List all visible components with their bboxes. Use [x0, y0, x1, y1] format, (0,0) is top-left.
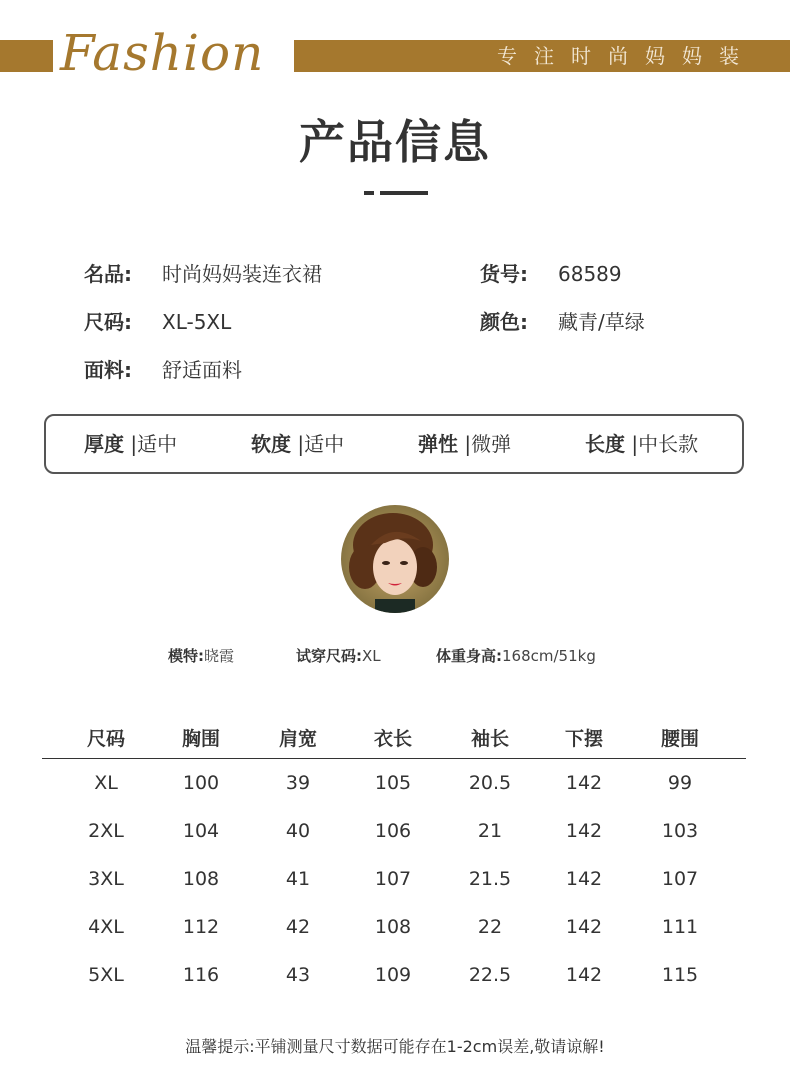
attribute-label: 厚度 — [84, 432, 124, 456]
attribute-separator: | — [130, 432, 138, 456]
table-cell: 5XL — [88, 964, 124, 986]
table-cell: 43 — [285, 964, 311, 986]
table-cell: 116 — [182, 964, 220, 986]
header-band-left — [0, 40, 53, 72]
table-cell: 4XL — [88, 916, 124, 938]
model-body-label: 体重身高: — [436, 647, 502, 665]
attribute-separator: | — [297, 432, 305, 456]
title-decoration-long — [380, 191, 428, 195]
table-cell: 142 — [565, 916, 603, 938]
size-note: 温馨提示:平铺测量尺寸数据可能存在1-2cm误差,敬请谅解! — [185, 1037, 605, 1056]
attribute-elasticity — [418, 430, 511, 458]
model-name-label: 模特: — [168, 647, 204, 665]
header-slogan: 专注时尚妈妈装 — [497, 44, 756, 68]
fabric-label: 面料: — [84, 358, 132, 382]
table-cell: 107 — [661, 868, 699, 890]
table-cell: 103 — [661, 820, 699, 842]
table-cell: 111 — [661, 916, 699, 938]
table-cell: 142 — [565, 964, 603, 986]
sku-value: 68589 — [558, 262, 622, 286]
attribute-length — [585, 430, 698, 458]
table-header-length: 衣长 — [373, 728, 412, 750]
model-trial-label: 试穿尺码: — [296, 647, 362, 665]
size-value: XL-5XL — [162, 310, 232, 334]
attribute-separator: | — [631, 432, 639, 456]
table-cell: 142 — [565, 868, 603, 890]
table-header-waist: 腰围 — [660, 728, 699, 750]
model-name — [168, 644, 234, 668]
model-body-value: 168cm/51kg — [502, 647, 596, 665]
table-cell: 106 — [374, 820, 412, 842]
table-cell: 42 — [285, 916, 311, 938]
attribute-value: 微弹 — [471, 432, 512, 456]
page-title: 产品信息 — [299, 115, 491, 169]
sku-label: 货号: — [480, 262, 528, 286]
table-cell: 2XL — [88, 820, 124, 842]
table-header-sleeve: 袖长 — [470, 728, 509, 750]
table-cell: 20.5 — [468, 772, 512, 794]
attribute-label: 软度 — [251, 432, 291, 456]
table-cell: 40 — [285, 820, 311, 842]
table-header-shoulder: 肩宽 — [278, 728, 317, 750]
table-cell: 104 — [182, 820, 220, 842]
color-value: 藏青/草绿 — [558, 310, 645, 334]
color-label: 颜色: — [480, 310, 528, 334]
table-cell: 41 — [285, 868, 311, 890]
table-cell: 115 — [661, 964, 699, 986]
fabric-value: 舒适面料 — [162, 358, 242, 382]
model-trial-value: XL — [362, 647, 381, 665]
table-cell: XL — [94, 772, 118, 794]
table-cell: 107 — [374, 868, 412, 890]
attribute-softness — [251, 430, 344, 458]
table-cell: 21.5 — [468, 868, 512, 890]
table-cell: 100 — [182, 772, 220, 794]
model-name-value: 晓霞 — [204, 647, 235, 665]
table-cell: 22 — [477, 916, 503, 938]
attribute-value: 中长款 — [638, 432, 699, 456]
attribute-value: 适中 — [137, 432, 178, 456]
table-cell: 99 — [667, 772, 693, 794]
attribute-separator: | — [464, 432, 472, 456]
model-avatar — [341, 505, 449, 613]
table-cell: 108 — [374, 916, 412, 938]
table-cell: 3XL — [88, 868, 124, 890]
table-header-rule — [42, 758, 746, 759]
table-header-chest: 胸围 — [181, 728, 220, 750]
table-cell: 142 — [565, 772, 603, 794]
table-cell: 105 — [374, 772, 412, 794]
name-label: 名品: — [84, 262, 132, 286]
fashion-logo: Fashion — [60, 24, 265, 82]
model-trial-size — [296, 644, 381, 668]
table-cell: 109 — [374, 964, 412, 986]
attribute-label: 弹性 — [418, 432, 458, 456]
size-label: 尺码: — [84, 310, 132, 334]
table-cell: 108 — [182, 868, 220, 890]
title-decoration-short — [364, 191, 374, 195]
attribute-label: 长度 — [585, 432, 625, 456]
table-cell: 39 — [285, 772, 311, 794]
table-header-hem: 下摆 — [564, 728, 603, 750]
table-cell: 112 — [182, 916, 220, 938]
name-value: 时尚妈妈装连衣裙 — [162, 262, 322, 286]
model-body — [436, 644, 596, 668]
table-header-size: 尺码 — [86, 728, 125, 750]
attribute-thickness — [84, 430, 177, 458]
table-cell: 142 — [565, 820, 603, 842]
attribute-value: 适中 — [304, 432, 345, 456]
table-cell: 22.5 — [468, 964, 512, 986]
table-cell: 21 — [477, 820, 503, 842]
